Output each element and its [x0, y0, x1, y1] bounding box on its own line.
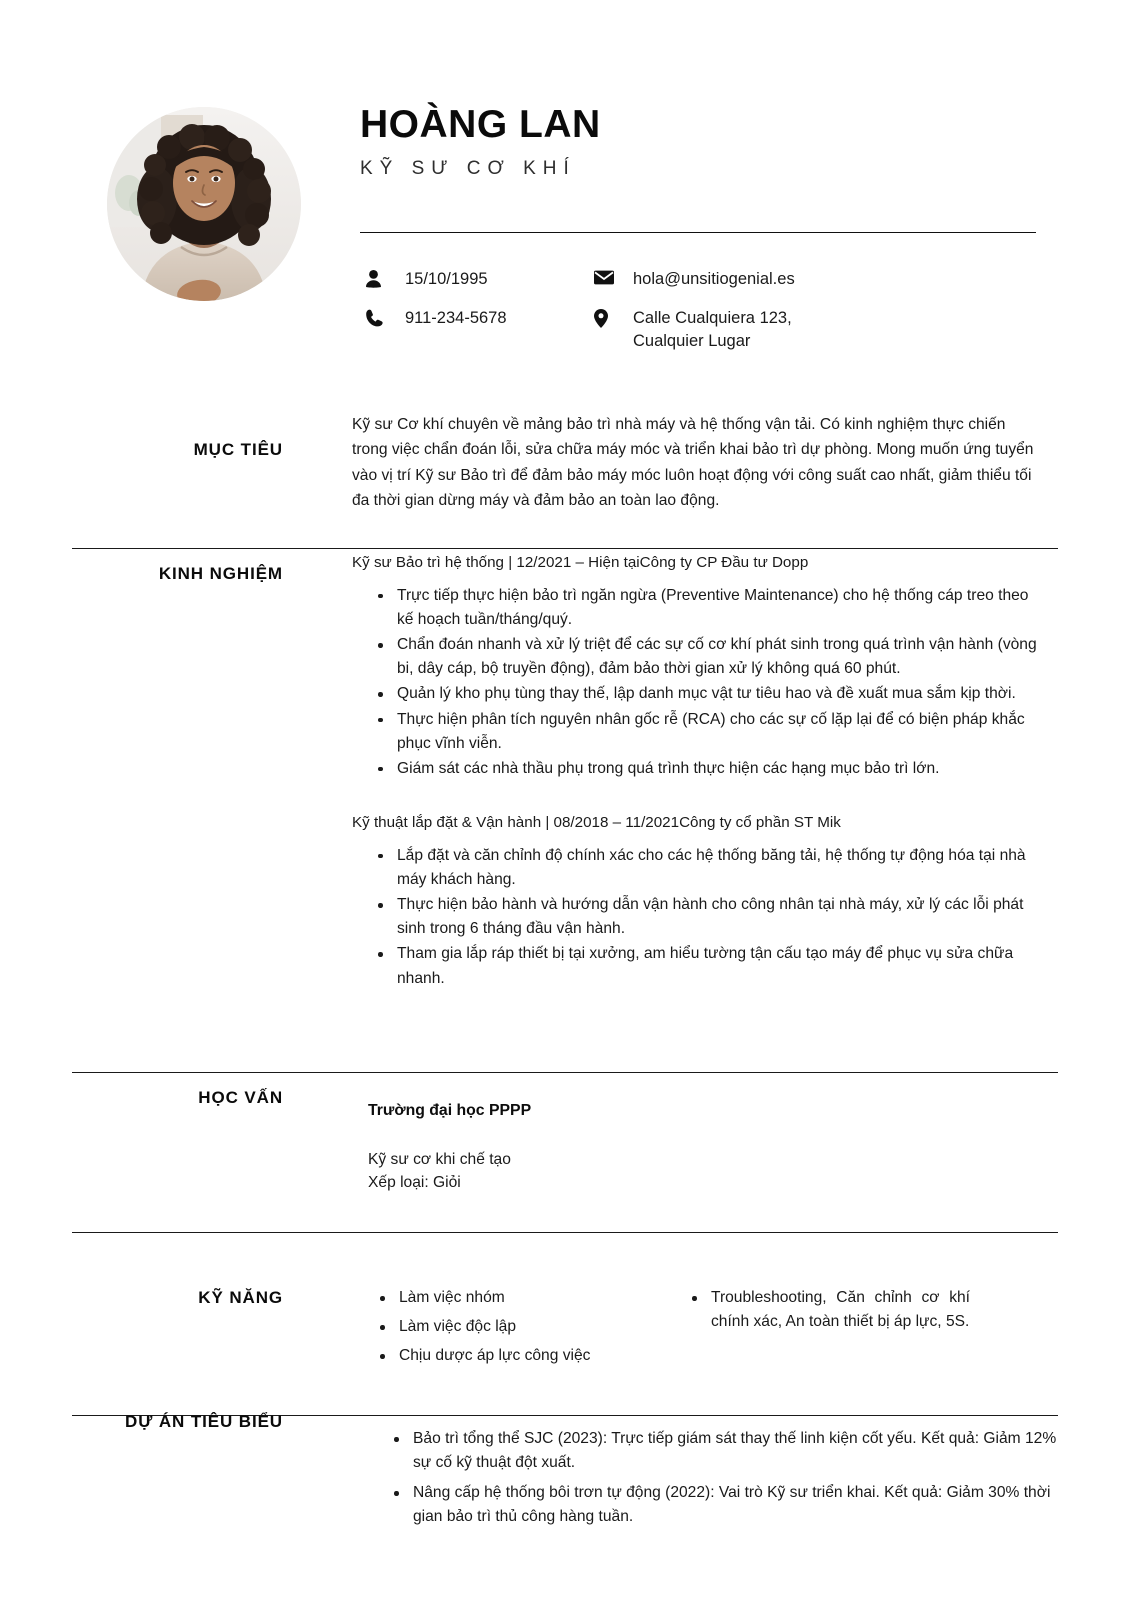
divider-after-experience	[72, 1072, 1058, 1073]
resume-header	[0, 0, 1131, 390]
skills-columns	[368, 1286, 1058, 1373]
contact-row-1	[366, 268, 1046, 290]
list-item: Troubleshooting, Căn chỉnh cơ khí chính xác, An toàn thiết bị áp lực, 5S.	[692, 1286, 970, 1334]
list-item: Giám sát các nhà thầu phụ trong quá trình thực hiện các hạng mục bảo trì lớn.	[378, 757, 1042, 781]
phone-text: 911-234-5678	[405, 309, 507, 328]
section-label-skills: KỸ NĂNG	[198, 1288, 283, 1307]
section-body-objective: Kỹ sư Cơ khí chuyên về mảng bảo trì nhà máy và hệ thống vận tải. Có kinh nghiệm thực chiến trong việc chẩn đoán lỗi, sửa chữa máy móc và triển khai bảo trì dự phòng. Mong muốn ứng tuyển vào vị trí Kỹ sư Bảo trì để đảm bảo máy móc luôn hoạt động với công suất cao nhất, giảm thiểu tối đa thời gian dừng máy và đảm bảo an toàn lao động.	[352, 416, 1034, 509]
divider-after-education	[72, 1232, 1058, 1233]
section-body-education	[368, 1098, 1058, 1194]
list-item: Lắp đặt và căn chỉnh độ chính xác cho các hệ thống băng tải, hệ thống tự động hóa tại nhà máy khách hàng.	[378, 844, 1042, 892]
list-item: Làm việc độc lập	[380, 1315, 668, 1339]
page-title: HOÀNG LAN	[360, 103, 601, 146]
list-item: Thực hiện bảo hành và hướng dẫn vận hành cho công nhân tại nhà máy, xử lý các lỗi phát sinh trong 6 tháng đầu vận hành.	[378, 893, 1042, 941]
list-item: Nâng cấp hệ thống bôi trơn tự động (2022): Vai trò Kỹ sư triển khai. Kết quả: Giảm 30% thời gian bảo trì thủ công hàng tuần.	[394, 1481, 1058, 1529]
contact-address	[594, 307, 792, 352]
location-pin-icon	[594, 307, 620, 328]
skills-column-left	[368, 1286, 668, 1373]
divider-after-objective	[72, 548, 1058, 549]
list-item: Làm việc nhóm	[380, 1286, 668, 1310]
birthdate-text: 15/10/1995	[405, 270, 488, 288]
list-item: Tham gia lắp ráp thiết bị tại xưởng, am hiểu tường tận cấu tạo máy để phục vụ sửa chữa nhanh.	[378, 942, 1042, 990]
list-item: Bảo trì tổng thể SJC (2023): Trực tiếp giám sát thay thế linh kiện cốt yếu. Kết quả: Giảm 12% sự cố kỹ thuật đột xuất.	[394, 1427, 1058, 1475]
education-school: Trường đại học PPPP	[368, 1102, 532, 1119]
skills-list-right	[680, 1286, 970, 1334]
avatar	[107, 107, 301, 301]
envelope-icon	[594, 268, 620, 285]
address-line-1: Calle Cualquiera 123,	[633, 309, 792, 328]
address-text	[620, 307, 792, 352]
list-item: Trực tiếp thực hiện bảo trì ngăn ngừa (Preventive Maintenance) cho hệ thống cáp treo theo kế hoạch tuần/tháng/quý.	[378, 584, 1042, 632]
contact-email[interactable]	[594, 268, 795, 290]
contact-phone[interactable]	[366, 307, 594, 329]
job-entry-2	[352, 812, 1042, 991]
job-gap	[352, 782, 1042, 812]
education-grade: Xếp loại: Giỏi	[368, 1173, 461, 1191]
phone-icon	[366, 307, 392, 327]
section-label-projects: DỰ ÁN TIÊU BIỂU	[125, 1412, 283, 1431]
job-heading: Kỹ thuật lắp đặt & Vận hành | 08/2018 – 11/2021Công ty cổ phần ST Mik	[352, 814, 841, 832]
skills-column-right	[680, 1286, 970, 1373]
job-title: KỸ SƯ CƠ KHÍ	[360, 157, 576, 179]
contact-row-2	[366, 307, 1046, 352]
section-label-education: HỌC VẤN	[198, 1088, 283, 1107]
section-body-experience	[352, 552, 1042, 992]
skills-list-left	[368, 1286, 668, 1368]
job-bullets	[352, 844, 1042, 991]
list-item: Chịu dược áp lực công việc	[380, 1344, 668, 1368]
email-text: hola@unsitiogenial.es	[633, 270, 795, 288]
person-icon	[366, 268, 392, 289]
header-text-block	[360, 104, 1040, 180]
list-item: Quản lý kho phụ tùng thay thế, lập danh mục vật tư tiêu hao và đề xuất mua sắm kịp thời.	[378, 682, 1042, 706]
section-body-skills	[368, 1286, 1058, 1373]
list-item: Chẩn đoán nhanh và xử lý triệt để các sự cố cơ khí phát sinh trong quá trình vận hành (vòng bi, dây cáp, bộ truyền động), đảm bảo thời gian xử lý không quá 60 phút.	[378, 633, 1042, 681]
contact-block	[366, 268, 1046, 369]
job-entry-1	[352, 552, 1042, 781]
section-label-experience: KINH NGHIỆM	[158, 564, 283, 583]
section-label-objective: MỤC TIÊU	[193, 440, 283, 459]
projects-list	[368, 1427, 1058, 1530]
header-divider	[360, 232, 1036, 233]
education-degree: Kỹ sư cơ khi chế tạo	[368, 1150, 511, 1168]
list-item: Thực hiện phân tích nguyên nhân gốc rễ (RCA) cho các sự cố lặp lại để có biện pháp khắc phục vĩnh viễn.	[378, 708, 1042, 756]
contact-birthdate	[366, 268, 594, 290]
section-body-projects	[368, 1418, 1058, 1536]
job-bullets	[352, 584, 1042, 781]
avatar-photo	[107, 107, 301, 301]
address-line-2: Cualquier Lugar	[633, 331, 751, 350]
job-heading: Kỹ sư Bảo trì hệ thống | 12/2021 – Hiện tạiCông ty CP Đầu tư Dopp	[352, 554, 809, 571]
